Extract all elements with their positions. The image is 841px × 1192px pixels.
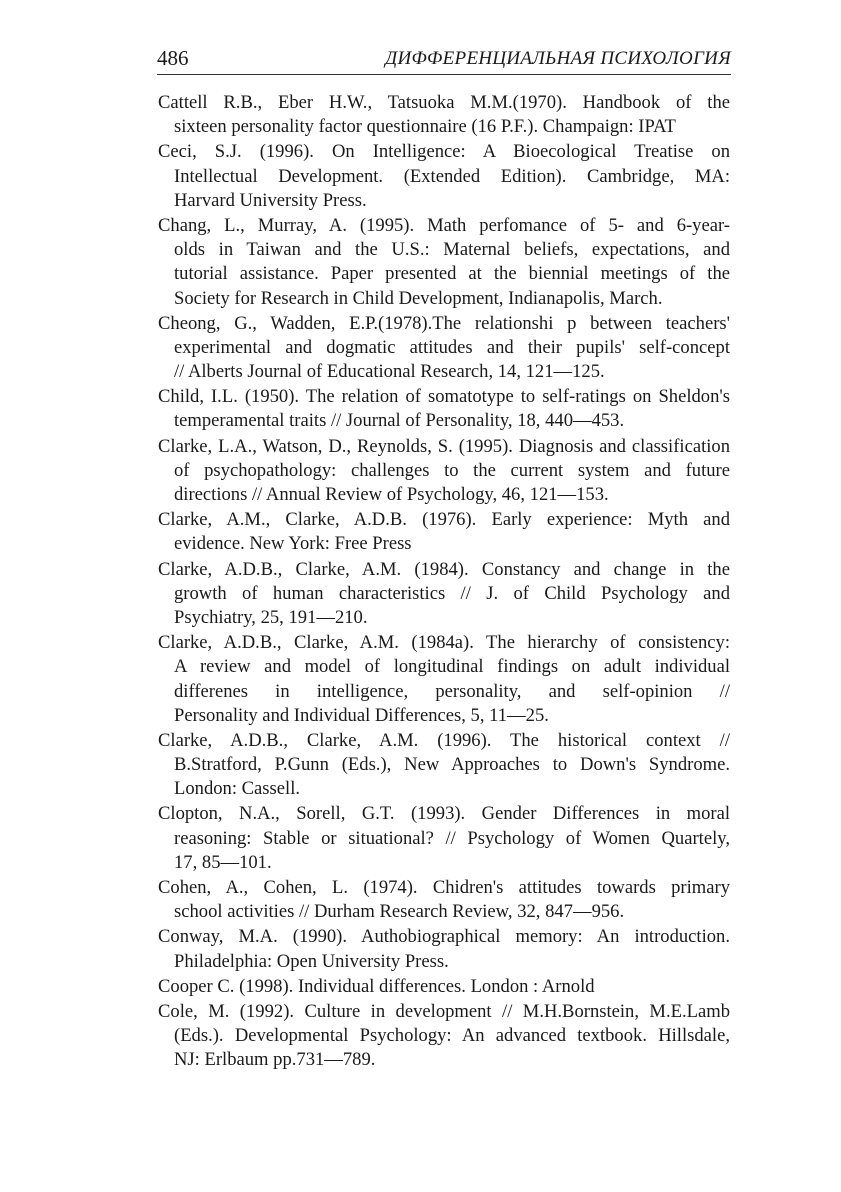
reference-line: NJ: Erlbaum pp.731—789. [174,1049,376,1071]
reference-line: Chang, L., Murray, A. (1995). Math perfomance of 5- and 6-year- [158,214,730,236]
reference-line: Child, I.L. (1950). The relation of somatotype to self-ratings on Sheldon's [158,386,730,408]
reference-line: sixteen personality factor questionnaire (16 P.F.). Champaign: IPAT [174,116,676,138]
reference-line: Cheong, G., Wadden, E.P.(1978).The relationshi p between teachers' [158,312,730,334]
reference-line: Cooper C. (1998). Individual differences. London : Arnold [158,975,595,997]
reference-line: school activities // Durham Research Review, 32, 847—956. [174,901,625,923]
reference-line: Clarke, L.A., Watson, D., Reynolds, S. (1995). Diagnosis and classification [158,435,730,457]
reference-line: experimental and dogmatic attitudes and their pupils' self-concept [174,336,730,358]
reference-line: 17, 85—101. [174,851,272,873]
reference-entry [158,802,730,875]
reference-entry [158,508,730,556]
reference-line: tutorial assistance. Paper presented at the biennial meetings of the [174,263,730,285]
reference-line: Clarke, A.D.B., Clarke, A.M. (1984). Constancy and change in the [158,558,730,580]
reference-line: olds in Taiwan and the U.S.: Maternal beliefs, expectations, and [174,239,730,261]
reference-entry [158,140,730,213]
reference-line: London: Cassell. [174,778,301,800]
reference-entry [158,925,730,973]
reference-list [158,91,730,1074]
reference-line: Philadelphia: Open University Press. [174,950,449,972]
reference-entry [158,729,730,802]
reference-line: Psychiatry, 25, 191—210. [174,606,368,628]
reference-line: Conway, M.A. (1990). Authobiographical memory: An introduction. [158,926,730,948]
reference-line: A review and model of longitudinal findings on adult individual [174,656,730,678]
running-header [157,46,731,75]
reference-line: Clarke, A.D.B., Clarke, A.M. (1984a). The hierarchy of consistency: [158,632,730,654]
reference-entry [158,385,730,433]
reference-line: temperamental traits // Journal of Personality, 18, 440—453. [174,410,625,432]
reference-line: of psychopathology: challenges to the current system and future [174,459,730,481]
reference-entry [158,876,730,924]
reference-entry [158,312,730,385]
reference-line: Personality and Individual Differences, 5, 11—25. [174,704,549,726]
reference-line: Ceci, S.J. (1996). On Intelligence: A Bioecological Treatise on [158,141,730,163]
reference-line: Cole, M. (1992). Culture in development // M.H.Bornstein, M.E.Lamb [158,1000,730,1022]
reference-line: Clarke, A.D.B., Clarke, A.M. (1996). The historical context // [158,729,730,751]
reference-line: Clarke, A.M., Clarke, A.D.B. (1976). Early experience: Myth and [158,509,730,531]
reference-entry [158,91,730,139]
reference-entry [158,631,730,728]
reference-line: Clopton, N.A., Sorell, G.T. (1993). Gender Differences in moral [158,803,730,825]
reference-line: B.Stratford, P.Gunn (Eds.), New Approaches to Down's Syndrome. [174,754,730,776]
reference-line: Harvard University Press. [174,189,367,211]
reference-entry [158,214,730,311]
reference-entry [158,435,730,508]
reference-entry [158,975,730,999]
reference-line: Intellectual Development. (Extended Edition). Cambridge, MA: [174,165,730,187]
reference-line: // Alberts Journal of Educational Research, 14, 121—125. [174,361,605,383]
reference-line: (Eds.). Developmental Psychology: An advanced textbook. Hillsdale, [174,1025,730,1047]
reference-line: differenes in intelligence, personality, and self-opinion // [174,680,730,702]
reference-line: reasoning: Stable or situational? // Psychology of Women Quartely, [174,827,730,849]
page-number: 486 [157,46,189,70]
reference-line: growth of human characteristics // J. of Child Psychology and [174,582,730,604]
reference-line: evidence. New York: Free Press [174,533,412,555]
running-title: ДИФФЕРЕНЦИАЛЬНАЯ ПСИХОЛОГИЯ [385,48,731,69]
reference-line: Cohen, A., Cohen, L. (1974). Chidren's attitudes towards primary [158,877,730,898]
reference-line: directions // Annual Review of Psychology, 46, 121—153. [174,484,609,505]
reference-entry [158,558,730,631]
reference-line: Society for Research in Child Development, Indianapolis, March. [174,287,663,309]
reference-line: Cattell R.B., Eber H.W., Tatsuoka M.M.(1970). Handbook of the [158,92,730,113]
reference-entry [158,1000,730,1073]
